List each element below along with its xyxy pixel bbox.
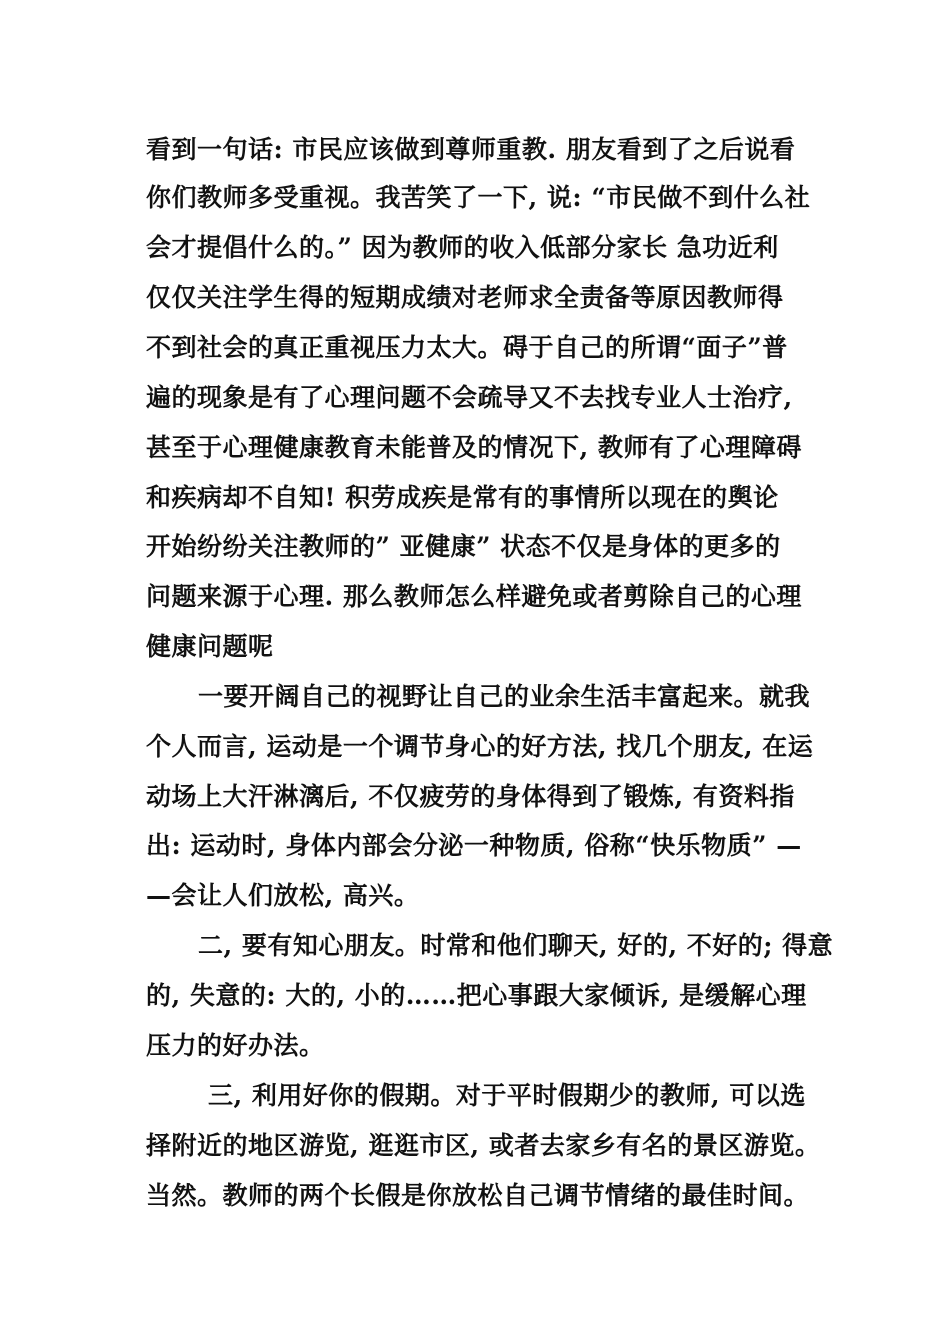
text-line: 你们教师多受重视。我苦笑了一下, 说: “市民做不到什么社 <box>146 183 811 212</box>
text-line: 开始纷纷关注教师的” 亚健康” 状态不仅是身体的更多的 <box>146 532 781 561</box>
text-line: 择附近的地区游览, 逛逛市区, 或者去家乡有名的景区游览。 <box>146 1131 821 1160</box>
text-line: 的, 失意的: 大的, 小的……把心事跟大家倾诉, 是缓解心理 <box>146 981 807 1010</box>
text-line: 健康问题呢 <box>146 632 274 661</box>
text-line: 出: 运动时, 身体内部会分泌一种物质, 俗称“快乐物质” — <box>146 831 802 860</box>
text-line: 不到社会的真正重视压力太大。碍于自己的所谓“面子”普 <box>146 333 788 362</box>
text-line: 甚至于心理健康教育未能普及的情况下, 教师有了心理障碍 <box>146 433 802 462</box>
text-line: —会让人们放松, 高兴。 <box>146 881 420 910</box>
text-line: 一要开阔自己的视野让自己的业余生活丰富起来。就我 <box>198 682 811 711</box>
text-line: 看到一句话: 市民应该做到尊师重教. 朋友看到了之后说看 <box>146 135 796 164</box>
text-line: 个人而言, 运动是一个调节身心的好方法, 找几个朋友, 在运 <box>146 732 814 761</box>
text-line: 三, 利用好你的假期。对于平时假期少的教师, 可以选 <box>208 1081 806 1110</box>
text-line: 遍的现象是有了心理问题不会疏导又不去找专业人士治疗, <box>146 383 793 412</box>
text-line: 仅仅关注学生得的短期成绩对老师求全责备等原因教师得 <box>146 283 784 312</box>
text-line: 压力的好办法。 <box>146 1031 325 1060</box>
text-line: 当然。教师的两个长假是你放松自己调节情绪的最佳时间。 <box>146 1181 810 1210</box>
text-line: 问题来源于心理. 那么教师怎么样避免或者剪除自己的心理 <box>146 582 802 611</box>
text-line: 和疾病却不自知! 积劳成疾是常有的事情所以现在的舆论 <box>146 483 779 512</box>
text-line: 会才提倡什么的。” 因为教师的收入低部分家长 急功近利 <box>146 233 779 262</box>
text-line: 二, 要有知心朋友。时常和他们聊天, 好的, 不好的; 得意 <box>198 931 834 960</box>
text-line: 动场上大汗淋漓后, 不仅疲劳的身体得到了锻炼, 有资料指 <box>146 782 795 811</box>
